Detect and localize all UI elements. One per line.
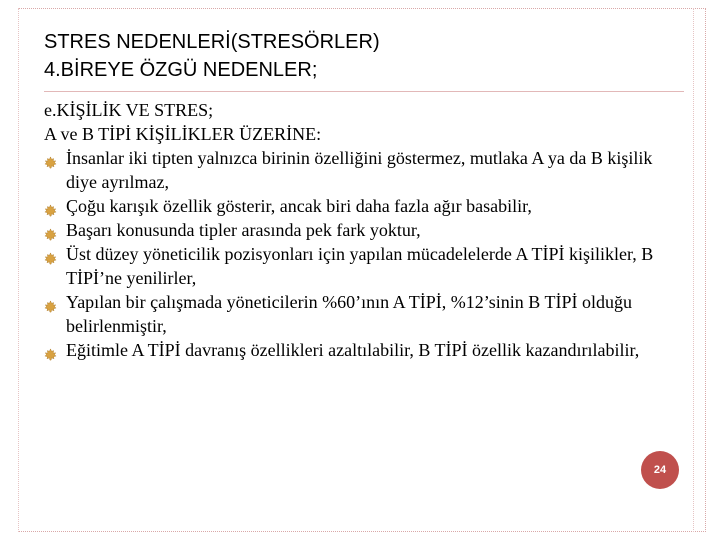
title-line-2: 4.BİREYE ÖZGÜ NEDENLER;: [44, 59, 318, 81]
frame-inner-right-border: [693, 8, 694, 532]
bullet-item: [44, 194, 674, 218]
title-line-1: STRES NEDENLERİ(STRESÖRLER): [44, 31, 380, 53]
bullet-text: Eğitimle A TİPİ davranış özellikleri azaltılabilir, B TİPİ özellik kazandırılabilir,: [66, 340, 640, 360]
page-number-badge: 24: [641, 451, 679, 489]
maple-leaf-icon: [44, 223, 57, 236]
maple-leaf-icon: [44, 343, 57, 356]
bullet-item: [44, 242, 674, 290]
slide-body: [44, 98, 674, 362]
maple-leaf-icon: [44, 247, 57, 260]
bullet-text: Başarı konusunda tipler arasında pek fark yoktur,: [66, 220, 421, 240]
maple-leaf-icon: [44, 295, 57, 308]
section-heading: e.KİŞİLİK VE STRES;: [44, 100, 214, 120]
frame-right-border: [705, 8, 706, 532]
bullet-item: [44, 218, 674, 242]
frame-left-border: [18, 8, 19, 532]
bullet-item: [44, 290, 674, 338]
subsection-heading: A ve B TİPİ KİŞİLİKLER ÜZERİNE:: [44, 124, 322, 144]
bullet-text: İnsanlar iki tipten yalnızca birinin özelliğini göstermez, mutlaka A ya da B kişilik diye ayrılmaz,: [66, 148, 653, 192]
maple-leaf-icon: [44, 151, 57, 164]
title-divider: [44, 91, 684, 92]
frame-top-border: [18, 8, 706, 9]
bullet-text: Üst düzey yöneticilik pozisyonları için yapılan mücadelelerde A TİPİ kişilikler, B TİPİ’ne yenilirler,: [66, 244, 654, 288]
maple-leaf-icon: [44, 199, 57, 212]
slide-title: [44, 28, 644, 84]
bullet-item: [44, 146, 674, 194]
bullet-text: Çoğu karışık özellik gösterir, ancak biri daha fazla ağır basabilir,: [66, 196, 532, 216]
bullet-text: Yapılan bir çalışmada yöneticilerin %60’ının A TİPİ, %12’sinin B TİPİ olduğu belirlenmiştir,: [66, 292, 632, 336]
bullet-list: [44, 146, 674, 362]
bullet-item: [44, 338, 674, 362]
frame-bottom-border: [18, 531, 706, 532]
